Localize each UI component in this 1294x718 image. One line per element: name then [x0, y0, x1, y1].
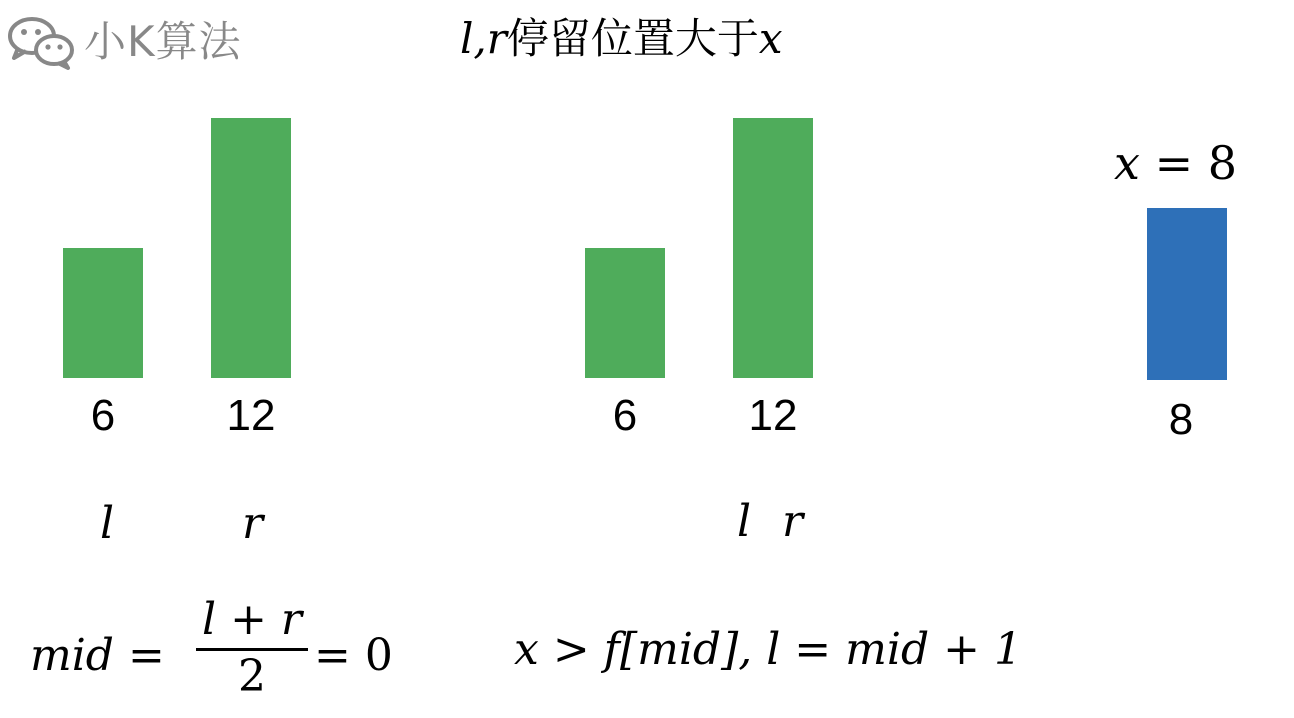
left-bar-12-label: 12	[226, 391, 276, 440]
middle-bar-6	[585, 248, 665, 378]
left-bar-12	[211, 118, 291, 378]
target-bar-8	[1147, 208, 1227, 380]
left-bar-6	[63, 248, 143, 378]
target-var: x	[1114, 136, 1140, 190]
update-f: f	[603, 624, 620, 675]
mid-var: mid	[30, 630, 114, 681]
fraction-numerator: l + r	[202, 594, 302, 645]
diagram-title	[460, 14, 783, 63]
title-vars: l,r	[460, 14, 507, 63]
target-bar-8-label: 8	[1168, 395, 1194, 444]
middle-pointer-l: l	[737, 496, 752, 547]
left-pointer-r: r	[242, 498, 264, 549]
middle-bar-12	[733, 118, 813, 378]
mid-eq: =	[113, 630, 165, 681]
left-bar-6-label: 6	[90, 391, 116, 440]
update-formula	[514, 624, 1022, 675]
mid-formula-rhs: = 0	[314, 630, 393, 681]
mid-formula-lhs	[30, 630, 165, 681]
update-rest: [mid], l = mid + 1	[619, 624, 1022, 675]
wechat-icon	[6, 14, 76, 70]
logo	[6, 14, 242, 70]
middle-bar-12-label: 12	[748, 391, 798, 440]
update-gt: >	[538, 624, 604, 675]
title-target: x	[758, 14, 783, 63]
fraction-denominator: 2	[238, 651, 266, 702]
left-pointer-l: l	[100, 498, 115, 549]
title-text: 停留位置大于	[506, 14, 759, 63]
middle-bar-6-label: 6	[612, 391, 638, 440]
logo-text: 小K算法	[84, 17, 242, 66]
target-eq: = 8	[1139, 136, 1238, 190]
middle-pointer-r: r	[782, 496, 804, 547]
target-label	[1114, 136, 1238, 190]
mid-fraction	[196, 594, 308, 702]
update-x: x	[514, 624, 539, 675]
